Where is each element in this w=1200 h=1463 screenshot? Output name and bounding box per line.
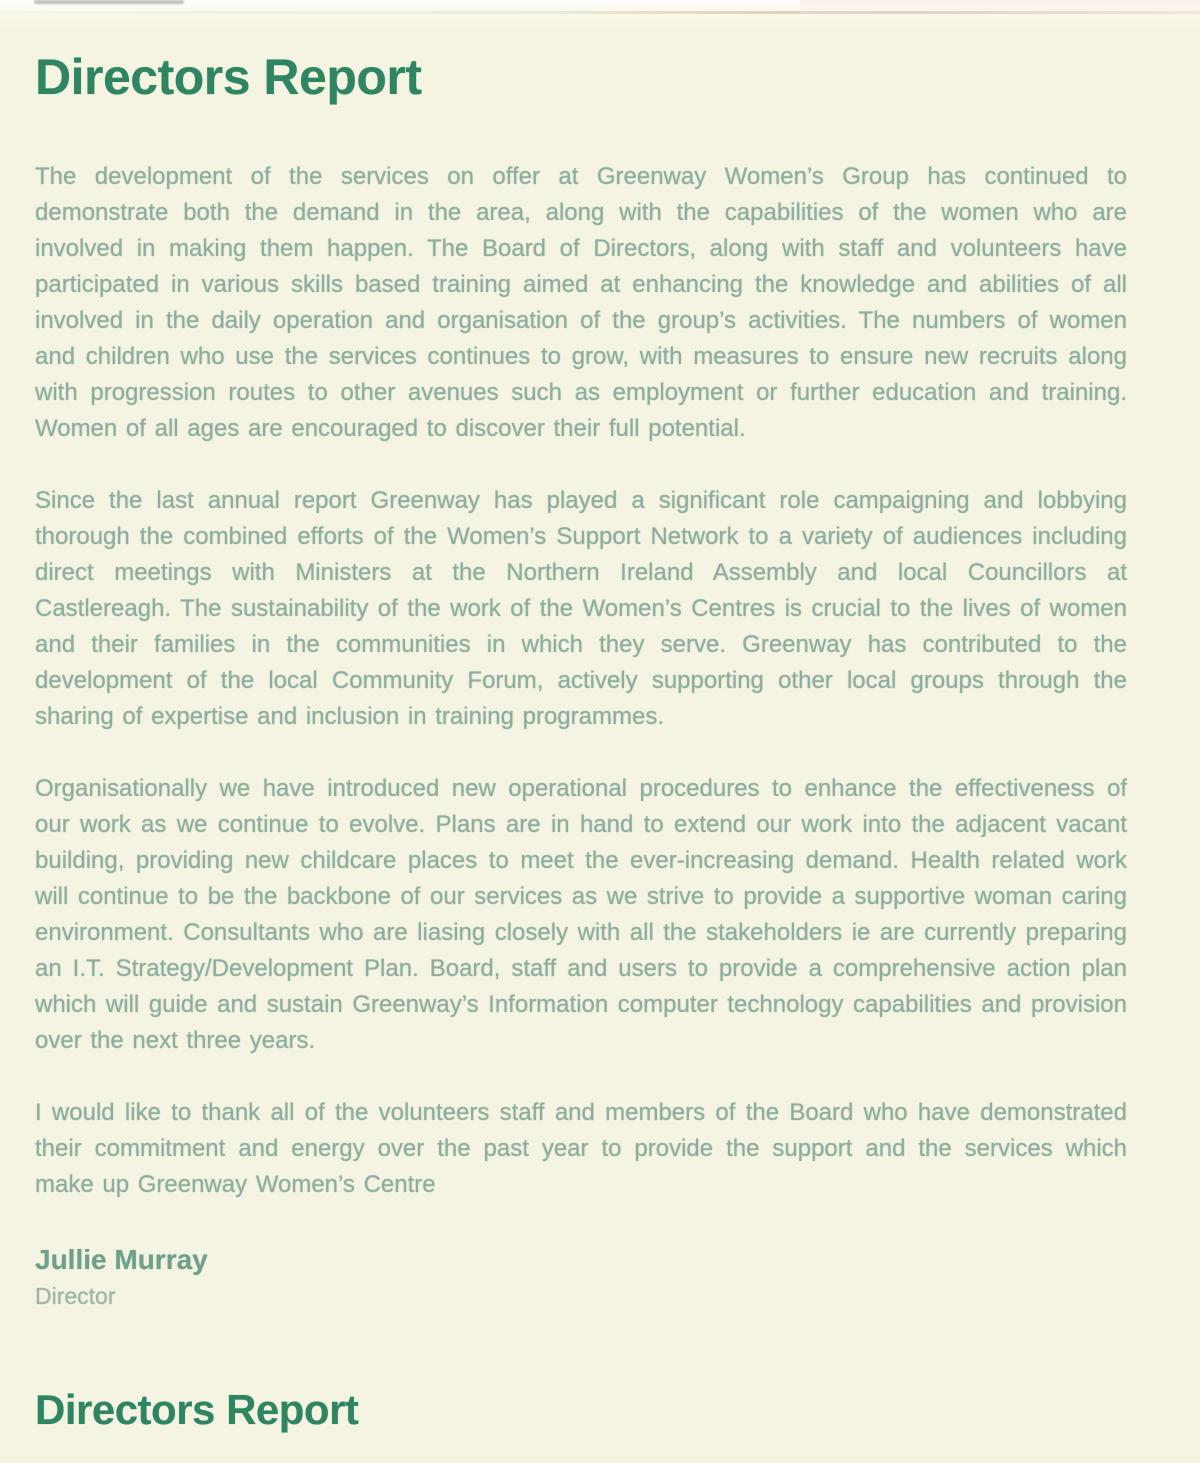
report-body — [35, 159, 1127, 1203]
report-paragraph: Organisationally we have introduced new operational procedures to enhance the effectiveness of our work as we continue to evolve. Plans are in hand to extend our work into the adjacent vacant building, providing new childcare places to meet the ever-increasing demand. Health related work will continue to be the backbone of our services as we strive to provide a supportive woman caring environment. Consultants who are liasing closely with all the stakeholders ie are currently preparing an I.T. Strategy/Development Plan. Board, staff and users to provide a comprehensive action plan which will guide and sustain Greenway’s Information computer technology capabilities and provision over the next three years. — [35, 775, 1127, 1054]
report-paragraph: Since the last annual report Greenway has played a significant role campaigning and lobbying thorough the combined efforts of the Women’s Support Network to a variety of audiences including direct meetings with Ministers at the Northern Ireland Assembly and local Councillors at Castlereagh. The sustainability of the work of the Women’s Centres is crucial to the lives of women and their families in the communities in which they serve. Greenway has contributed to the development of the local Community Forum, actively supporting other local groups through the sharing of expertise and inclusion in training programmes. — [35, 487, 1127, 730]
report-paragraph: The development of the services on offer at Greenway Women’s Group has continued to demonstrate both the demand in the area, along with the capabilities of the women who are involved in making them happen. The Board of Directors, along with staff and volunteers have participated in various skills based training aimed at enhancing the knowledge and abilities of all involved in the daily operation and organisation of the group’s activities. The numbers of women and children who use the services continues to grow, with measures to ensure new recruits along with progression routes to other avenues such as employment or further education and training. Women of all ages are encouraged to discover their full potential. — [35, 163, 1127, 442]
signature-name: Jullie Murray — [35, 1244, 208, 1275]
footer-section-title: Directors Report — [35, 1386, 359, 1433]
signature-block — [35, 1243, 1127, 1311]
report-paragraph: I would like to thank all of the volunteers staff and members of the Board who have demonstrated their commitment and energy over the past year to provide the support and the services which make up Greenway Women’s Centre — [35, 1099, 1127, 1198]
signature-role: Director — [35, 1283, 116, 1309]
page-title: Directors Report — [35, 49, 422, 105]
